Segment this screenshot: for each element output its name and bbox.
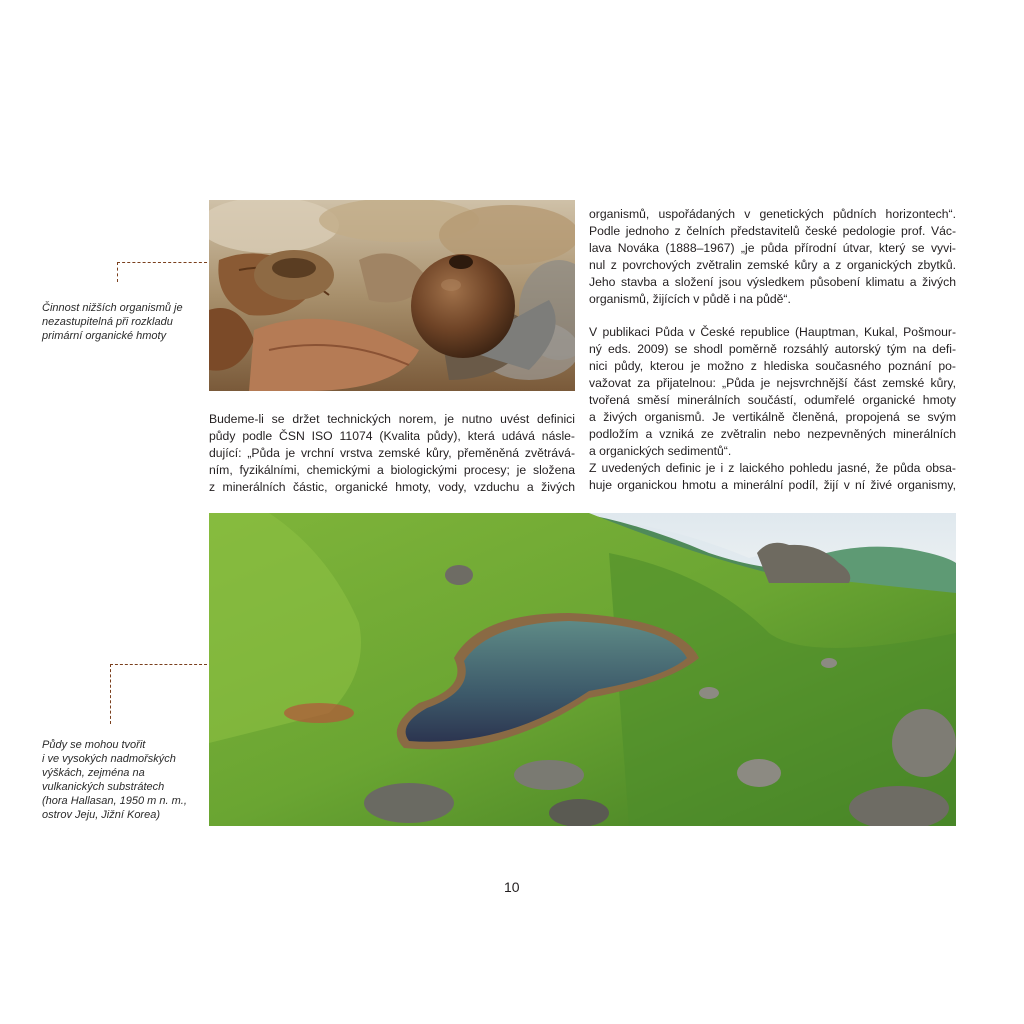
text-line: ný eds. 2009) se shodl poměrně rozsáhlý autorský tým na defi- [589,342,956,356]
text-line: ním, fyzikálními, chemickými a biologickými procesy; je složena [209,463,575,477]
top-caption-leader-horizontal [117,262,207,263]
text-line: huje organickou hmotu a minerální podíl, žijí v ní živé organismy, [589,478,956,492]
bottom-caption-leader-horizontal [110,664,207,665]
leaf-litter-photo [209,200,575,391]
text-line: tvořená směsí minerálních součástí, odumřelé organické hmoty [589,393,956,407]
text-line: z minerálních částic, organické hmoty, vody, vzduchu a živých [209,480,575,494]
caption-line: nezastupitelná při rozkladu [42,316,173,328]
caption-line: vulkanických substrátech [42,781,165,793]
text-line: Jeho stavba a složení jsou výsledkem působení klimatu a živých [589,275,956,289]
page-number: 10 [504,879,520,895]
text-line: Budeme-li se držet technických norem, je nutno uvést definici [209,412,575,426]
bottom-caption-leader-vertical [110,664,111,724]
text-line: nul z povrchových zvětralin zemské kůry a z organických zbytků. [589,258,956,272]
caption-line: Půdy se mohou tvořit [42,739,146,751]
caption-line: i ve vysokých nadmořských [42,753,176,765]
caption-line: výškách, zejména na [42,767,145,779]
text-line: dující: „Půda je vrchní vrstva zemské kůry, přeměněná zvětrává- [209,446,575,460]
text-line: nici půdy, kterou je možno z hlediska současného poznání po- [589,359,956,373]
text-line: organismů, žijících v půdě i na půdě“. [589,292,791,306]
text-line: lava Nováka (1888–1967) „je půda přírodní útvar, který se vyvi- [589,241,956,255]
text-line: Z uvedených definic je i z laického pohledu jasné, že půda obsa- [589,461,956,475]
text-line: V publikaci Půda v České republice (Hauptman, Kukal, Pošmour- [589,325,956,339]
text-line: Podle jednoho z čelních představitelů české pedologie prof. Vác- [589,224,956,238]
caption-line: Činnost nižších organismů je [42,302,183,314]
top-caption-leader-vertical [117,262,118,282]
bottom-photo-caption [42,738,207,822]
right-column-text [589,206,956,494]
caption-line: primární organické hmoty [42,330,167,342]
caption-line: (hora Hallasan, 1950 m n. m., [42,795,187,807]
caption-line: ostrov Jeju, Jižní Korea) [42,809,160,821]
crater-lake-photo [209,513,956,826]
text-line: važovat za přijatelnou: „Půda je nejsvrchnější část zemské kůry, [589,376,956,390]
text-line: podložím a vzniká ze zvětralin nebo nezpevněných minerálních [589,427,956,441]
left-column-text [209,411,575,496]
text-line: organismů, uspořádaných v genetických půdních horizontech“. [589,207,956,221]
top-photo-caption [42,301,202,343]
text-line: a organických sedimentů“. [589,444,732,458]
text-line: a živých organismů. Je vertikálně členěná, propojená se svým [589,410,956,424]
text-line: půdy podle ČSN ISO 11074 (Kvalita půdy), která udává násle- [209,429,575,443]
